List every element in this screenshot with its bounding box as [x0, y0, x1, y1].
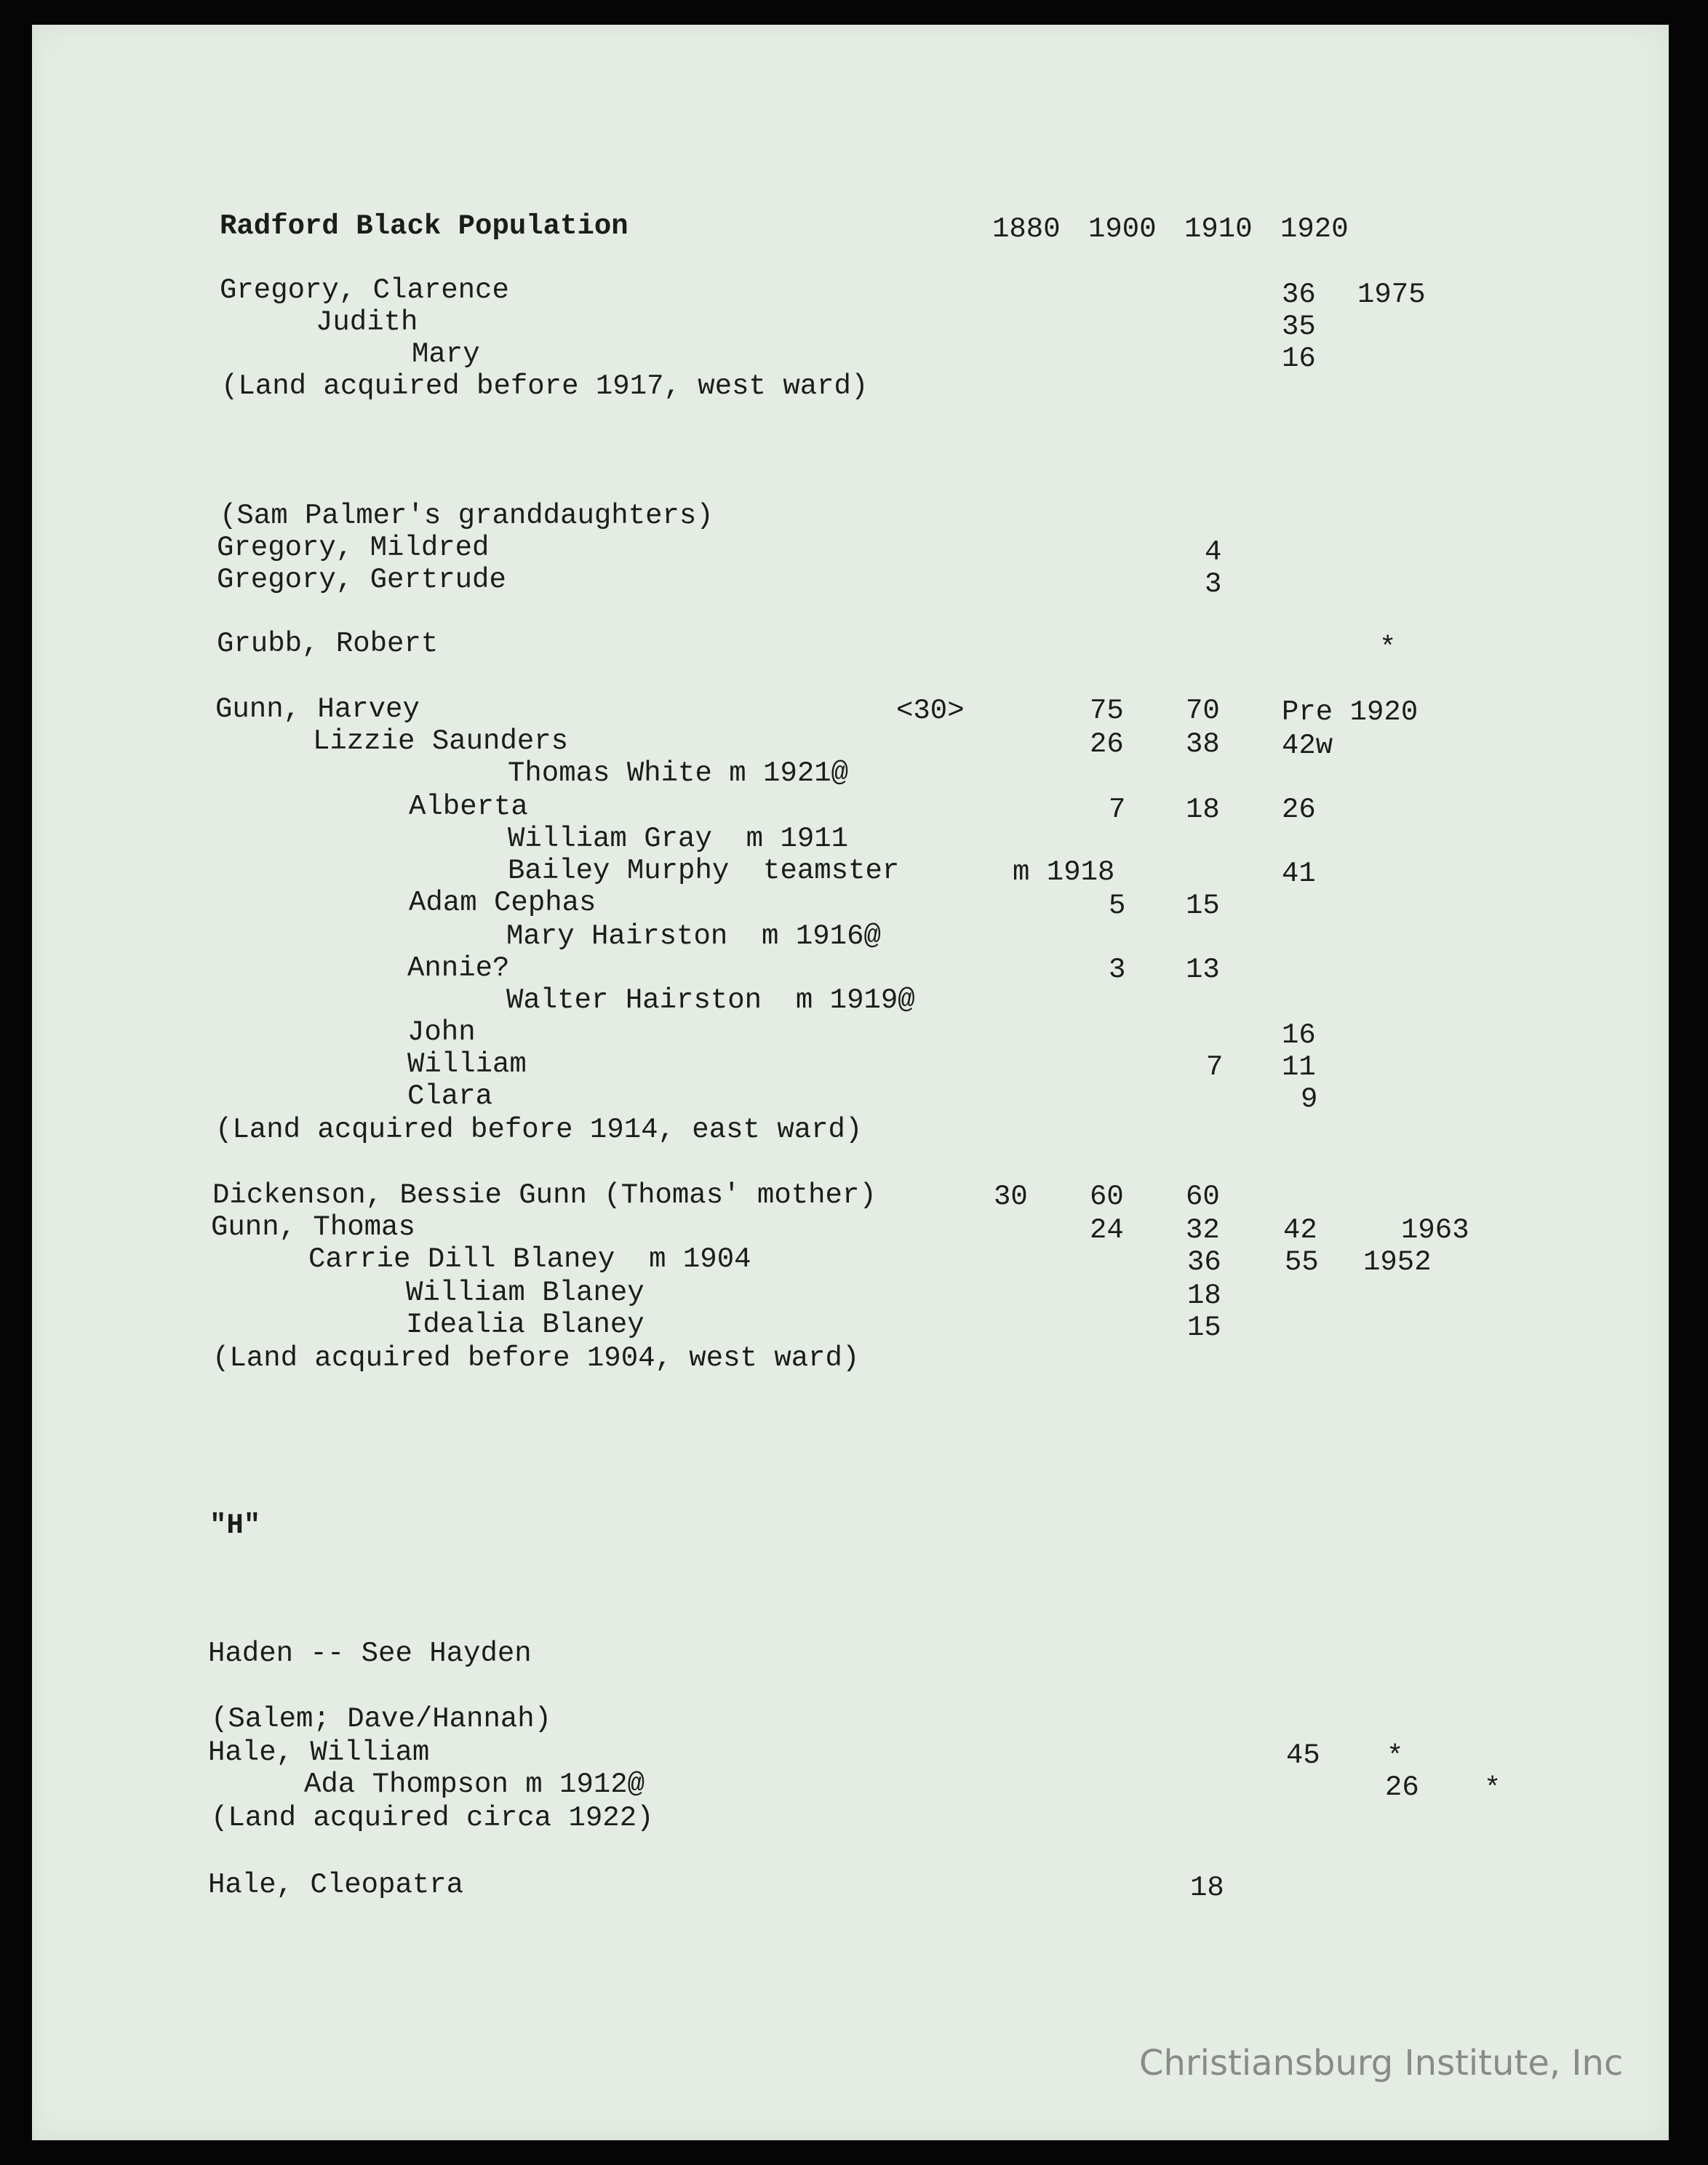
- entry-value: 1952: [1363, 1246, 1432, 1278]
- entry-name: Judith: [316, 306, 418, 338]
- entry-value: 15: [1187, 1312, 1221, 1344]
- entry-value: 7: [1206, 1051, 1224, 1083]
- entry-value: 75: [1090, 695, 1124, 727]
- entry-mark: *: [1379, 632, 1397, 664]
- entry-value: 38: [1186, 728, 1220, 760]
- entry-name: Adam Cephas: [409, 887, 596, 919]
- header-year-1900: 1900: [1088, 213, 1157, 245]
- entry-value: 26: [1090, 728, 1124, 760]
- entry-name: William Gray m 1911: [508, 823, 849, 855]
- entry-value: 18: [1187, 1280, 1221, 1312]
- entry-value: 60: [1090, 1181, 1124, 1213]
- entry-value: 18: [1190, 1872, 1224, 1904]
- section-heading: "H": [209, 1510, 261, 1542]
- entry-value: <30>: [896, 695, 965, 727]
- entry-name: Ada Thompson m 1912@: [304, 1769, 645, 1801]
- entry-note: (Land acquired before 1914, east ward): [215, 1114, 863, 1146]
- entry-name: William Blaney: [406, 1277, 645, 1309]
- entry-value: 5: [1109, 890, 1126, 922]
- entry-name: Gregory, Mildred: [217, 532, 490, 564]
- entry-note: (Land acquired before 1917, west ward): [221, 370, 869, 402]
- entry-name: Annie?: [407, 952, 510, 984]
- entry-value: 45: [1286, 1739, 1320, 1771]
- entry-value: 70: [1186, 695, 1220, 727]
- entry-note: (Salem; Dave/Hannah): [211, 1703, 552, 1735]
- entry-value: 15: [1186, 890, 1220, 922]
- entry-value: 42w: [1282, 730, 1333, 762]
- entry-name: Mary: [412, 338, 480, 370]
- entry-name: Gunn, Harvey: [215, 693, 420, 725]
- entry-note: (Land acquired circa 1922): [211, 1802, 654, 1834]
- entry-value: 41: [1282, 858, 1316, 890]
- entry-name: Carrie Dill Blaney m 1904: [308, 1243, 751, 1275]
- entry-note: (Sam Palmer's granddaughters): [220, 500, 714, 532]
- entry-name: Gregory, Gertrude: [217, 564, 506, 596]
- entry-name: John: [407, 1016, 476, 1048]
- entry-value: 26: [1282, 794, 1316, 826]
- entry-name: Idealia Blaney: [406, 1309, 645, 1341]
- entry-name: William: [407, 1048, 527, 1080]
- entry-name: Gregory, Clarence: [220, 274, 509, 306]
- entry-value: 3: [1205, 568, 1222, 600]
- entry-name: Hale, Cleopatra: [208, 1869, 464, 1901]
- entry-value: 35: [1282, 311, 1316, 343]
- entry-value: 26: [1385, 1771, 1419, 1803]
- entry-name: Grubb, Robert: [217, 628, 439, 660]
- entry-value: 60: [1186, 1181, 1220, 1213]
- entry-name: Hale, William: [208, 1737, 430, 1769]
- entry-value: 42: [1283, 1214, 1317, 1246]
- entry-value: 11: [1282, 1051, 1316, 1083]
- entry-name: Dickenson, Bessie Gunn (Thomas' mother): [212, 1179, 877, 1211]
- entry-name: Thomas White m 1921@: [508, 757, 849, 789]
- watermark-text: Christiansburg Institute, Inc: [1139, 2043, 1624, 2084]
- entry-value: 18: [1186, 794, 1220, 826]
- entry-value: 36: [1282, 279, 1316, 311]
- entry-value: 36: [1187, 1246, 1221, 1278]
- entry-value: 1963: [1401, 1214, 1469, 1246]
- entry-mark: *: [1484, 1773, 1501, 1805]
- entry-name: Bailey Murphy teamster: [508, 855, 900, 887]
- entry-value: 24: [1090, 1214, 1124, 1246]
- header-year-1910: 1910: [1184, 213, 1253, 245]
- entry-value: 9: [1301, 1083, 1318, 1115]
- entry-value: Pre 1920: [1282, 696, 1418, 728]
- entry-value: 3: [1109, 954, 1126, 986]
- entry-value: 30: [994, 1181, 1028, 1213]
- entry-note: Haden -- See Hayden: [208, 1638, 532, 1670]
- entry-name: Mary Hairston m 1916@: [506, 920, 881, 952]
- entry-name: Lizzie Saunders: [313, 725, 569, 757]
- entry-value: 4: [1205, 536, 1222, 568]
- entry-value: 32: [1186, 1214, 1220, 1246]
- entry-value: 7: [1109, 794, 1126, 826]
- entry-name: Alberta: [409, 791, 528, 823]
- entry-name: Clara: [407, 1080, 493, 1112]
- entry-value: 55: [1285, 1246, 1319, 1278]
- entry-name: Gunn, Thomas: [211, 1211, 415, 1243]
- entry-name: Walter Hairston m 1919@: [506, 984, 915, 1016]
- page-title: Radford Black Population: [220, 210, 628, 242]
- entry-value: 16: [1282, 343, 1316, 375]
- entry-value: 1975: [1357, 279, 1426, 311]
- header-year-1880: 1880: [992, 213, 1061, 245]
- entry-note: (Land acquired before 1904, west ward): [212, 1342, 860, 1374]
- entry-value: 16: [1282, 1019, 1316, 1051]
- header-year-1920: 1920: [1280, 213, 1349, 245]
- entry-mark: *: [1386, 1741, 1404, 1773]
- entry-value: 13: [1186, 954, 1220, 986]
- entry-value: m 1918: [1013, 856, 1115, 888]
